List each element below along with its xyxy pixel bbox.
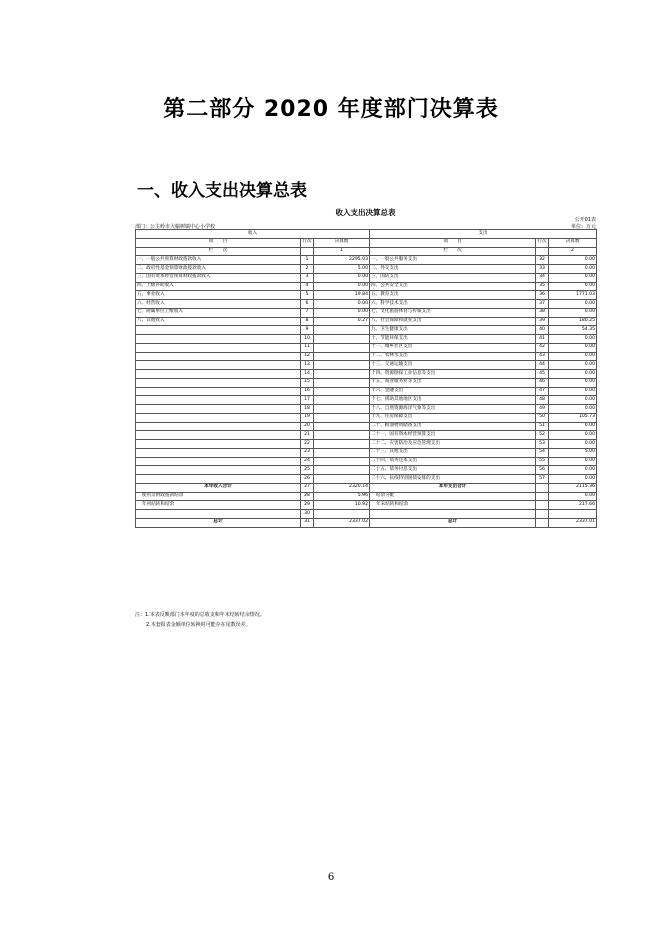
expense-amount: 0.00 [549, 492, 597, 501]
expense-item: 一、一般公共服务支出 [370, 256, 536, 265]
expense-line: 57 [536, 475, 549, 484]
income-line: 11 [301, 343, 314, 352]
table-row [136, 448, 597, 457]
lane-label-expense: 栏 次 [370, 247, 536, 256]
expense-line: 46 [536, 378, 549, 387]
income-item [136, 335, 301, 344]
lane-row [136, 247, 597, 256]
income-item [136, 396, 301, 405]
empty-cell [549, 510, 597, 519]
empty-cell [314, 510, 370, 519]
income-item: 一、一般公共预算财政拨款收入 [136, 256, 301, 265]
income-item [136, 405, 301, 414]
expense-amount: 0.00 [549, 378, 597, 387]
income-amount: 19.84 [314, 291, 370, 300]
table-row [136, 501, 597, 510]
income-item: 二、政府性基金预算财政拨款收入 [136, 265, 301, 274]
table-row [136, 308, 597, 317]
income-amount: 5.00 [314, 265, 370, 274]
table-row [136, 352, 597, 361]
expense-amount: 0.00 [549, 405, 597, 414]
lane-empty [536, 247, 549, 256]
table-row [136, 378, 597, 387]
expense-item: 七、文化旅游体育与传媒支出 [370, 308, 536, 317]
col-line-income: 行次 [301, 238, 314, 247]
expense-item: 二十六、抗疫特别国债安排的支出 [370, 475, 536, 484]
income-amount [314, 343, 370, 352]
income-item: 年初结转和结余 [136, 501, 301, 510]
lane-expense: 2 [549, 247, 597, 256]
lane-label-income: 栏 次 [136, 247, 301, 256]
page-title: 第二部分 2020 年度部门决算表 [163, 97, 499, 122]
income-amount [314, 457, 370, 466]
expense-amount: 0.00 [549, 335, 597, 344]
expense-line: 40 [536, 326, 549, 335]
income-line: 14 [301, 370, 314, 379]
expense-amount: 0.00 [549, 361, 597, 370]
expense-amount: 217.66 [549, 501, 597, 510]
total-income-line: 31 [301, 518, 314, 527]
empty-cell [536, 501, 549, 510]
income-amount [314, 387, 370, 396]
income-line: 10 [301, 335, 314, 344]
income-item [136, 387, 301, 396]
income-line: 19 [301, 413, 314, 422]
expense-line: 36 [536, 291, 549, 300]
expense-line: 56 [536, 466, 549, 475]
expense-item: 十一、城乡社区支出 [370, 343, 536, 352]
col-item-expense: 项 目 [370, 238, 536, 247]
sum-expense-label: 本年支出合计 [370, 483, 536, 492]
income-amount: 10.92 [314, 501, 370, 510]
expense-amount: 0.00 [549, 457, 597, 466]
income-item [136, 370, 301, 379]
table-row [136, 440, 597, 449]
income-item [136, 343, 301, 352]
table-row [136, 492, 597, 501]
expense-amount: 0.00 [549, 422, 597, 431]
expense-line: 55 [536, 457, 549, 466]
lane-empty [301, 247, 314, 256]
income-item [136, 413, 301, 422]
income-amount: 5.96 [314, 492, 370, 501]
income-amount [314, 370, 370, 379]
income-amount: 0.00 [314, 308, 370, 317]
expense-amount: 0.00 [549, 282, 597, 291]
table-header-row [136, 230, 597, 239]
empty-cell [536, 492, 549, 501]
expense-line: 38 [536, 308, 549, 317]
income-line: 20 [301, 422, 314, 431]
table-row [136, 457, 597, 466]
table-row [136, 413, 597, 422]
expense-amount: 0.00 [549, 352, 597, 361]
lane-income: 1 [314, 247, 370, 256]
col-amount-expense: 决算数 [549, 238, 597, 247]
income-item [136, 440, 301, 449]
expense-line: 39 [536, 317, 549, 326]
income-amount [314, 475, 370, 484]
table-row [136, 335, 597, 344]
income-item [136, 457, 301, 466]
sum-row [136, 483, 597, 492]
income-item: 三、国有资本经营预算财政拨款收入 [136, 273, 301, 282]
expense-item: 十、节能环保支出 [370, 335, 536, 344]
income-item [136, 361, 301, 370]
income-amount [314, 396, 370, 405]
expense-amount: 54.35 [549, 326, 597, 335]
column-header-row [136, 238, 597, 247]
expense-line: 37 [536, 300, 549, 309]
expense-item: 五、教育支出 [370, 291, 536, 300]
income-line: 28 [301, 492, 314, 501]
income-line: 7 [301, 308, 314, 317]
income-amount [314, 326, 370, 335]
expense-amount: 0.00 [549, 370, 597, 379]
expense-line: 52 [536, 431, 549, 440]
expense-line: 34 [536, 273, 549, 282]
expense-item: 二十三、其他支出 [370, 448, 536, 457]
income-line: 12 [301, 352, 314, 361]
income-amount: 0.00 [314, 273, 370, 282]
expense-item: 二十四、债务还本支出 [370, 457, 536, 466]
income-line: 23 [301, 448, 314, 457]
expense-amount: 0.00 [549, 440, 597, 449]
expense-item: 六、科学技术支出 [370, 300, 536, 309]
expense-item: 十五、商业服务业等支出 [370, 378, 536, 387]
table-row [136, 370, 597, 379]
income-item [136, 352, 301, 361]
expense-line: 47 [536, 387, 549, 396]
income-item: 使用非财政拨款结余 [136, 492, 301, 501]
expense-line: 44 [536, 361, 549, 370]
expense-item: 十四、资源勘探工业信息等支出 [370, 370, 536, 379]
empty-cell [536, 483, 549, 492]
income-line: 25 [301, 466, 314, 475]
income-line: 8 [301, 317, 314, 326]
expense-item: 二十二、灾害防治及应急管理支出 [370, 440, 536, 449]
total-expense-amount: 2337.01 [549, 518, 597, 527]
table-row [136, 510, 597, 519]
income-amount [314, 405, 370, 414]
expense-item: 年末结转和结余 [370, 501, 536, 510]
income-line: 17 [301, 396, 314, 405]
expense-amount: 105.73 [549, 413, 597, 422]
expense-amount: 0.00 [549, 265, 597, 274]
empty-cell [136, 510, 301, 519]
table-row [136, 326, 597, 335]
sheet-title: 收入支出决算总表 [335, 208, 396, 217]
expense-header: 支出 [370, 230, 597, 239]
income-line: 21 [301, 431, 314, 440]
table-row [136, 343, 597, 352]
expense-amount: 1771.03 [549, 291, 597, 300]
income-line: 2 [301, 265, 314, 274]
expense-amount: 0.00 [549, 387, 597, 396]
table-row [136, 256, 597, 265]
income-amount: 0.00 [314, 300, 370, 309]
expense-amount: 180.25 [549, 317, 597, 326]
expense-item: 二、外交支出 [370, 265, 536, 274]
table-row [136, 475, 597, 484]
income-line: 24 [301, 457, 314, 466]
table-row [136, 273, 597, 282]
expense-item: 十三、交通运输支出 [370, 361, 536, 370]
income-item: 六、经营收入 [136, 300, 301, 309]
income-amount: 0.27 [314, 317, 370, 326]
income-line: 30 [301, 510, 314, 519]
expense-amount: 0.00 [549, 466, 597, 475]
income-line: 1 [301, 256, 314, 265]
expense-item: 二十五、债务付息支出 [370, 466, 536, 475]
expense-item: 二十一、国有资本经营预算支出 [370, 431, 536, 440]
income-amount [314, 422, 370, 431]
income-item [136, 448, 301, 457]
expense-line: 35 [536, 282, 549, 291]
income-item [136, 466, 301, 475]
expense-item: 十六、金融支出 [370, 387, 536, 396]
table-row [136, 396, 597, 405]
income-item [136, 475, 301, 484]
income-line: 18 [301, 405, 314, 414]
income-line: 4 [301, 282, 314, 291]
income-item [136, 422, 301, 431]
income-amount [314, 448, 370, 457]
expense-item: 八、社会保障和就业支出 [370, 317, 536, 326]
table-row [136, 405, 597, 414]
section-title: 一、收入支出决算总表 [137, 181, 307, 201]
table-row [136, 300, 597, 309]
expense-amount: 0.00 [549, 256, 597, 265]
income-amount [314, 413, 370, 422]
empty-cell [536, 510, 549, 519]
expense-line: 32 [536, 256, 549, 265]
income-line: 5 [301, 291, 314, 300]
income-item [136, 431, 301, 440]
sum-income-amount: 2320.14 [314, 483, 370, 492]
table-row [136, 387, 597, 396]
table-row [136, 422, 597, 431]
income-amount: 0.00 [314, 282, 370, 291]
expense-item: 结余分配 [370, 492, 536, 501]
col-amount-income: 决算数 [314, 238, 370, 247]
income-amount [314, 335, 370, 344]
sheet-unit-name: 部门：公主岭市大榆树镇中心小学校 [135, 224, 216, 230]
expense-amount: 0.00 [549, 308, 597, 317]
col-item-income: 项 目 [136, 238, 301, 247]
total-income-label: 总计 [136, 518, 301, 527]
summary-table [135, 229, 597, 528]
sheet-code: 公开01表 [574, 217, 596, 223]
income-item: 七、附属单位上缴收入 [136, 308, 301, 317]
income-amount: 2295.03 [314, 256, 370, 265]
table-row [136, 361, 597, 370]
expense-item: 二十、粮油物资储备支出 [370, 422, 536, 431]
expense-line: 33 [536, 265, 549, 274]
income-line: 26 [301, 475, 314, 484]
expense-line: 45 [536, 370, 549, 379]
income-amount [314, 466, 370, 475]
income-line: 6 [301, 300, 314, 309]
expense-line: 53 [536, 440, 549, 449]
table-row [136, 291, 597, 300]
income-header: 收入 [136, 230, 370, 239]
table-notes [135, 610, 265, 630]
sheet-unit: 单位：万元 [570, 224, 596, 230]
total-income-amount: 2337.02 [314, 518, 370, 527]
income-line: 9 [301, 326, 314, 335]
sum-income-line: 27 [301, 483, 314, 492]
expense-amount: 0.00 [549, 475, 597, 484]
income-line: 13 [301, 361, 314, 370]
expense-item: 九、卫生健康支出 [370, 326, 536, 335]
expense-item: 三、国防支出 [370, 273, 536, 282]
expense-line: 42 [536, 343, 549, 352]
table-row [136, 282, 597, 291]
expense-amount: 0.00 [549, 343, 597, 352]
col-line-expense: 行次 [536, 238, 549, 247]
note-2: 2.本套报表金额单位转换时可能存在尾数误差。 [146, 622, 251, 628]
income-amount [314, 378, 370, 387]
income-line: 3 [301, 273, 314, 282]
total-expense-label: 总计 [370, 518, 536, 527]
income-item: 四、上级补助收入 [136, 282, 301, 291]
empty-cell [370, 510, 536, 519]
expense-line: 50 [536, 413, 549, 422]
expense-amount: 0.00 [549, 273, 597, 282]
expense-amount: 0.00 [549, 431, 597, 440]
sum-income-label: 本年收入合计 [136, 483, 301, 492]
expense-line: 54 [536, 448, 549, 457]
expense-item: 十八、自然资源海洋气象等支出 [370, 405, 536, 414]
table-row [136, 466, 597, 475]
income-amount [314, 361, 370, 370]
total-row [136, 518, 597, 527]
expense-line: 48 [536, 396, 549, 405]
expense-line: 51 [536, 422, 549, 431]
page-number: 6 [327, 872, 335, 883]
expense-item: 十二、农林水支出 [370, 352, 536, 361]
expense-line: 41 [536, 335, 549, 344]
expense-amount: 0.00 [549, 396, 597, 405]
budget-sheet [135, 203, 596, 636]
table-row [136, 265, 597, 274]
sum-expense-amount: 2115.36 [549, 483, 597, 492]
expense-line: 49 [536, 405, 549, 414]
income-line: 22 [301, 440, 314, 449]
expense-item: 十七、援助其他地区支出 [370, 396, 536, 405]
table-row [136, 431, 597, 440]
empty-cell [536, 518, 549, 527]
expense-amount: 0.00 [549, 300, 597, 309]
income-line: 16 [301, 387, 314, 396]
income-item: 五、事业收入 [136, 291, 301, 300]
income-item: 八、其他收入 [136, 317, 301, 326]
expense-line: 43 [536, 352, 549, 361]
income-amount [314, 431, 370, 440]
income-amount [314, 440, 370, 449]
income-line: 29 [301, 501, 314, 510]
income-line: 15 [301, 378, 314, 387]
expense-amount: 5.00 [549, 448, 597, 457]
income-item [136, 378, 301, 387]
note-1: 注：1.本表反映部门本年度的总收支和年末结转结余情况。 [135, 612, 265, 618]
expense-item: 四、公共安全支出 [370, 282, 536, 291]
expense-item: 十九、住房保障支出 [370, 413, 536, 422]
income-amount [314, 352, 370, 361]
table-row [136, 317, 597, 326]
income-item [136, 326, 301, 335]
